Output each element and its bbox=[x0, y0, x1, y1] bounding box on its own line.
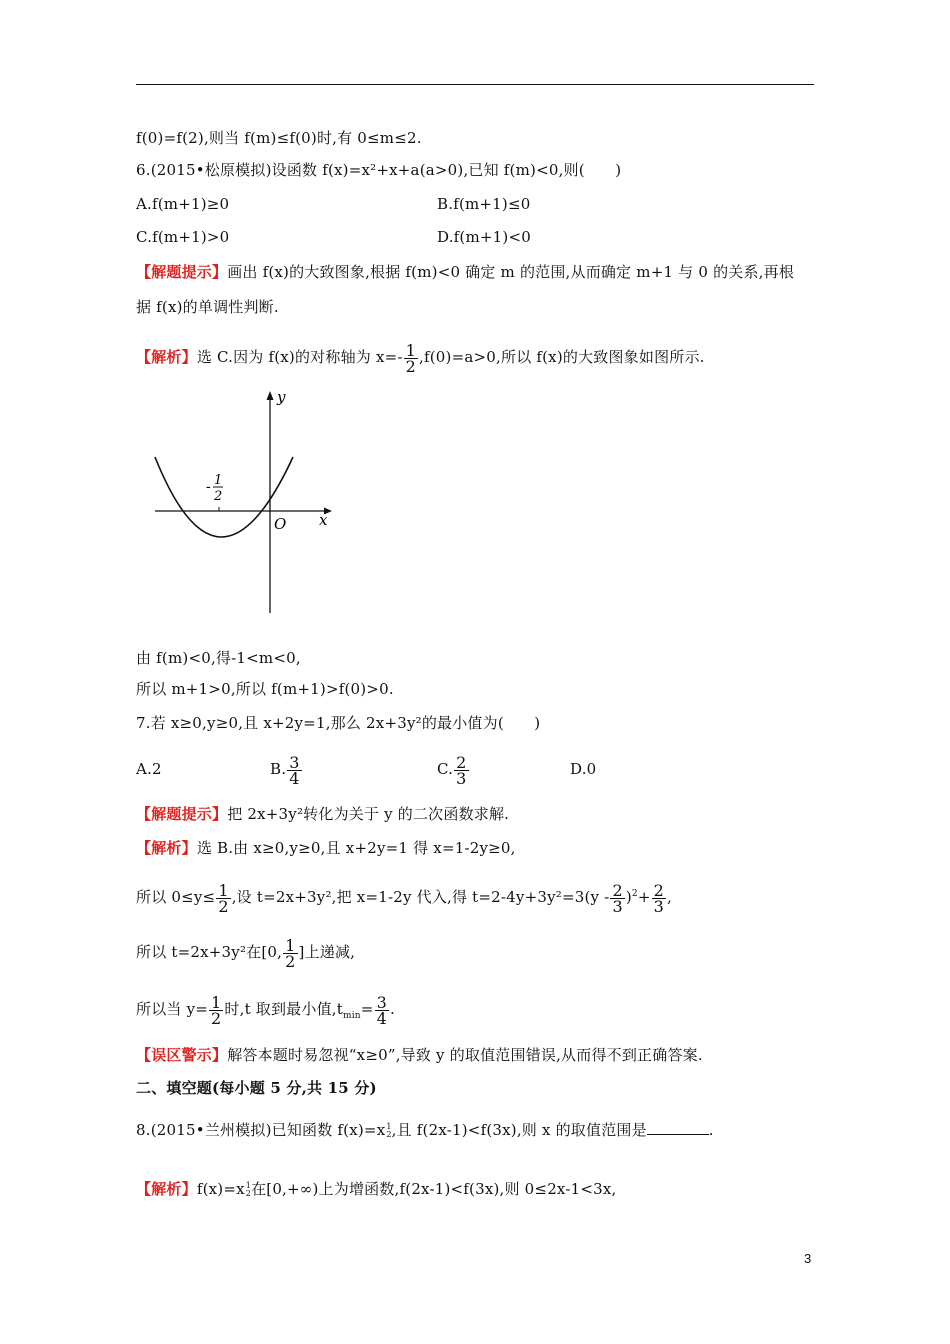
hint-tag: 【解题提示】 bbox=[136, 805, 228, 823]
option-6d: D.f(m+1)<0 bbox=[437, 228, 531, 246]
text-line: f(0)=f(2),则当 f(m)≤f(0)时,有 0≤m≤2. bbox=[136, 129, 422, 147]
exponent-one-half: 1 2 bbox=[245, 1181, 252, 1198]
option-7d: D.0 bbox=[570, 760, 597, 778]
solution-8: 【解析】f(x)=x 1 2 在[0,+∞)上为增函数,f(2x-1)<f(3x),则 0≤2x-1<3x, bbox=[136, 1180, 617, 1198]
option-7b: B. $\frac{3}{4}$ bbox=[270, 752, 300, 788]
parabola-graph bbox=[140, 385, 350, 617]
y-axis-arrow-icon bbox=[267, 391, 274, 400]
answer-blank bbox=[647, 1120, 709, 1135]
solution-tag: 【解析】 bbox=[136, 839, 197, 857]
solution-6-text-b: ,f(0)=a>0,所以 f(x)的大致图象如图所示. bbox=[419, 348, 705, 366]
header-rule bbox=[136, 84, 814, 85]
hint-6-line1 bbox=[136, 262, 794, 282]
question-6: 6.(2015•松原模拟)设函数 f(x)=x²+x+a(a>0),已知 f(m)<0,则( ) bbox=[136, 161, 622, 179]
fraction-two-thirds: $\frac{2}{3}$ bbox=[456, 752, 467, 788]
solution-6-line2: 由 f(m)<0,得-1<m<0, bbox=[136, 649, 301, 667]
solution-tag: 【解析】 bbox=[136, 348, 197, 366]
warning-tag: 【误区警示】 bbox=[136, 1046, 228, 1064]
option-6b: B.f(m+1)≤0 bbox=[437, 195, 531, 213]
hint-6-text: 画出 f(x)的大致图象,根据 f(m)<0 确定 m 的范围,从而确定 m+1 与 0 的关系,再根 bbox=[227, 263, 795, 281]
fraction-one-half: $\frac{1}{2}$ bbox=[285, 935, 296, 971]
fraction-three-fourths: $\frac{3}{4}$ bbox=[289, 752, 300, 788]
fraction-two-thirds: $\frac{2}{3}$ bbox=[653, 880, 665, 916]
y-axis-label: y bbox=[277, 388, 286, 406]
exponent-one-half: 1 2 bbox=[386, 1122, 392, 1139]
solution-6-line3: 所以 m+1>0,所以 f(m+1)>f(0)>0. bbox=[136, 680, 394, 698]
warning-7: 【误区警示】解答本题时易忽视“x≥0”,导致 y 的取值范围错误,从而得不到正确答案. bbox=[136, 1046, 703, 1064]
option-6a: A.f(m+1)≥0 bbox=[136, 195, 230, 213]
hint-6-line2: 据 f(x)的单调性判断. bbox=[136, 298, 279, 316]
hint-tag: 【解题提示】 bbox=[136, 263, 228, 281]
solution-tag: 【解析】 bbox=[136, 1180, 197, 1198]
solution-7-line2: 所以 0≤y≤ $\frac{1}{2}$ ,设 t=2x+3y²,把 x=1-2y 代入,得 t=2-4y+3y²=3(y - $\frac{2}{3}$ )$^2$+ $\frac{2}{3}$ , bbox=[136, 880, 672, 916]
question-8: 8.(2015•兰州模拟)已知函数 f(x)=x 1 2 ,且 f(2x-1)<f(3x),则 x 的取值范围是 . bbox=[136, 1121, 714, 1139]
origin-label: O bbox=[274, 515, 287, 533]
solution-7-line1: 【解析】选 B.由 x≥0,y≥0,且 x+2y=1 得 x=1-2y≥0, bbox=[136, 839, 516, 857]
option-7c: C. $\frac{2}{3}$ bbox=[437, 752, 467, 788]
solution-6-line1 bbox=[136, 341, 705, 374]
fraction-one-half: $\frac{1}{2}$ bbox=[218, 880, 229, 916]
solution-7-line3: 所以 t=2x+3y²在[0, $\frac{1}{2}$ ]上递减, bbox=[136, 935, 356, 971]
question-7: 7.若 x≥0,y≥0,且 x+2y=1,那么 2x+3y²的最小值为( ) bbox=[136, 714, 541, 732]
vertex-x-minus: - bbox=[206, 479, 211, 495]
fraction-two-thirds: $\frac{2}{3}$ bbox=[612, 880, 623, 916]
page-number: 3 bbox=[804, 1251, 812, 1266]
vertex-x-numerator: 1 bbox=[214, 473, 223, 488]
solution-6-text-a: 选 C.因为 f(x)的对称轴为 x=- bbox=[196, 348, 403, 366]
hint-7: 【解题提示】把 2x+3y²转化为关于 y 的二次函数求解. bbox=[136, 805, 510, 823]
vertex-x-denominator: 2 bbox=[214, 489, 223, 504]
solution-7-line4: 所以当 y= $\frac{1}{2}$ 时,t 取到最小值$,t_{min}=$ $\frac{3}{4}$ . bbox=[136, 992, 395, 1028]
fraction-one-half: $\frac{1}{2}$ bbox=[405, 340, 417, 376]
x-axis-label: x bbox=[319, 511, 328, 529]
option-7a: A.2 bbox=[136, 760, 162, 778]
fraction-one-half: $\frac{1}{2}$ bbox=[211, 992, 222, 1028]
fraction-three-fourths: $\frac{3}{4}$ bbox=[376, 992, 387, 1028]
parabola-curve bbox=[155, 457, 293, 537]
option-6c: C.f(m+1)>0 bbox=[136, 228, 230, 246]
section-heading: 二、填空题(每小题 5 分,共 15 分) bbox=[136, 1079, 377, 1097]
